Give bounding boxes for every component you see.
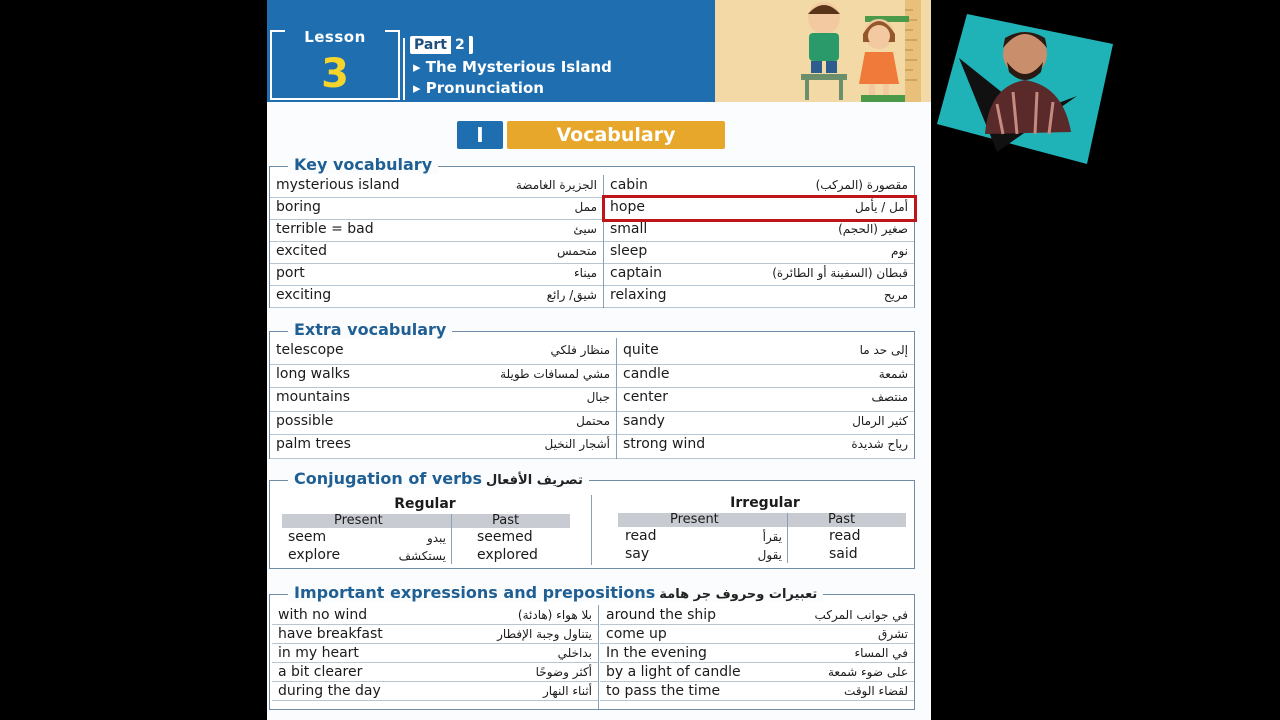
vocab-english: around the ship [606, 607, 717, 623]
vocab-row [270, 365, 616, 389]
vocab-arabic: لقضاء الوقت [844, 684, 908, 698]
header-item-pronunciation: ▸ Pronunciation [413, 79, 544, 97]
section-number: I [457, 121, 503, 149]
vocab-row [604, 220, 914, 242]
vocab-row [272, 625, 598, 644]
section-label: Vocabulary [507, 121, 725, 149]
vocab-arabic: بلا هواء (هادئة) [517, 608, 592, 622]
irregular-present-0: read [625, 528, 657, 544]
vocab-row [272, 682, 598, 701]
conjugation-box [269, 469, 915, 569]
expressions-title-en: Important expressions and prepositions [294, 583, 656, 602]
irregular-past-0: read [829, 528, 861, 544]
vocab-arabic: أثناء النهار [542, 684, 592, 698]
vocab-english: come up [606, 626, 667, 642]
vocab-row [270, 242, 603, 264]
irregular-present-label: Present [670, 512, 719, 527]
vocab-english: relaxing [610, 287, 667, 303]
vocab-english: cabin [610, 177, 648, 193]
vocab-arabic: مقصورة (المركب) [815, 178, 908, 192]
vocab-english: candle [623, 365, 670, 382]
presenter-avatar-svg [937, 14, 1113, 164]
vocab-arabic: بداخلي [557, 646, 592, 660]
lesson-label: Lesson [285, 28, 385, 46]
vocab-english: sleep [610, 243, 648, 259]
vocab-row [270, 198, 603, 220]
vocab-arabic: شيق/ رائع [546, 288, 597, 302]
vocab-row [617, 341, 914, 365]
vocab-arabic: رياح شديدة [851, 437, 908, 451]
vocab-arabic: صغير (الحجم) [838, 222, 908, 236]
irregular-past-1: said [829, 546, 858, 562]
vocab-arabic: الجزيرة الغامضة [515, 178, 597, 192]
vocab-arabic: مريح [883, 288, 908, 302]
vocab-english: terrible = bad [276, 221, 374, 237]
vocab-row [604, 242, 914, 264]
vocab-arabic: أشجار النخيل [544, 437, 610, 451]
vocab-english: strong wind [623, 436, 706, 452]
vocab-arabic: جبال [586, 390, 610, 404]
vocab-arabic: مشي لمسافات طويلة [500, 366, 610, 381]
part-tag [410, 36, 473, 54]
vocab-arabic: في جوانب المركب [814, 608, 908, 622]
regular-ar-1: يستكشف [398, 549, 446, 563]
vocab-arabic: محتمل [576, 413, 610, 428]
regular-past-1: explored [477, 547, 538, 563]
vocab-arabic: أكثر وضوحًا [535, 665, 592, 679]
regular-present-label: Present [334, 513, 383, 528]
vocab-english: long walks [276, 365, 350, 382]
vocab-english: palm trees [276, 436, 351, 452]
vocab-row [270, 388, 616, 412]
expressions-box [269, 583, 915, 710]
part-number: 2 [451, 36, 469, 54]
column-divider [598, 605, 599, 709]
vocab-english: during the day [278, 683, 381, 699]
extra-vocabulary-title: Extra vocabulary [288, 320, 452, 339]
vocab-english: a bit clearer [278, 664, 363, 680]
irregular-divider [787, 513, 788, 563]
vocab-english: exciting [276, 287, 332, 303]
vocab-row [617, 388, 914, 412]
expressions-title-ar: تعبيرات وحروف جر هامة [659, 587, 818, 602]
vocab-row [270, 220, 603, 242]
vocab-row [604, 286, 914, 308]
vocab-english: mountains [276, 389, 351, 405]
vocab-english: small [610, 221, 648, 237]
vocab-row [600, 606, 914, 625]
header-divider [403, 38, 405, 100]
conjugation-title-ar: تصريف الأفعال [486, 473, 583, 488]
header-item-topic: ▸ The Mysterious Island [413, 58, 612, 76]
vocab-english: mysterious island [276, 177, 400, 193]
children-illustration-svg [715, 0, 931, 102]
irregular-past-label: Past [828, 512, 856, 527]
irregular-ar-1: يقول [757, 548, 782, 562]
vocab-arabic: منتصف [871, 390, 908, 404]
irregular-ar-0: يقرأ [762, 530, 782, 544]
extra-vocabulary-box [269, 320, 915, 459]
vocab-row [270, 412, 616, 436]
vocab-english: sandy [623, 412, 665, 429]
vocab-english: quite [623, 342, 659, 358]
conjugation-title [288, 469, 589, 488]
vocab-arabic: في المساء [854, 646, 908, 660]
key-vocabulary-title: Key vocabulary [288, 155, 438, 174]
vocab-english: boring [276, 199, 321, 215]
vocab-row [600, 644, 914, 663]
vocab-arabic: إلى حد ما [859, 343, 908, 357]
vocab-arabic: أمل / يأمل [854, 200, 908, 214]
vocab-english: possible [276, 412, 334, 429]
vocab-english: by a light of candle [606, 664, 741, 680]
vocab-arabic: منظار فلكي [550, 343, 610, 357]
vocab-row [600, 625, 914, 644]
vocab-arabic: قبطان (السفينة أو الطائرة) [772, 266, 908, 280]
vocab-english: to pass the time [606, 683, 721, 699]
children-illustration [715, 0, 931, 102]
regular-present-0: seem [288, 529, 327, 545]
vocab-english: captain [610, 265, 662, 281]
lesson-number: 3 [321, 51, 349, 97]
regular-past-0: seemed [477, 529, 533, 545]
irregular-present-1: say [625, 546, 650, 562]
regular-divider [451, 514, 452, 564]
irregular-heading: Irregular [730, 495, 800, 511]
regular-ar-0: يبدو [426, 531, 446, 545]
regular-header-bar [282, 514, 570, 528]
vocab-english: with no wind [278, 607, 368, 623]
vocab-row [617, 412, 914, 436]
irregular-header-bar [618, 513, 906, 527]
vocab-row [600, 663, 914, 682]
key-vocabulary-box [269, 155, 915, 308]
vocab-row [617, 435, 914, 459]
regular-past-label: Past [492, 513, 520, 528]
regular-heading: Regular [394, 496, 456, 512]
vocab-arabic: سيئ [573, 222, 597, 236]
vocab-english: port [276, 265, 305, 281]
vocab-row [604, 264, 914, 286]
vocab-row [270, 264, 603, 286]
vocab-row [600, 682, 914, 701]
lesson-header [267, 0, 931, 102]
regular-present-1: explore [288, 547, 341, 563]
vocab-english: in my heart [278, 645, 359, 661]
conjugation-title-en: Conjugation of verbs [294, 469, 483, 488]
vocab-english: In the evening [606, 645, 707, 661]
vocab-row [617, 365, 914, 389]
vocab-row [272, 606, 598, 625]
column-divider [591, 495, 592, 565]
vocab-arabic: ميناء [574, 266, 597, 280]
vocab-row [270, 176, 603, 198]
vocab-english: telescope [276, 342, 344, 358]
vocab-arabic: كثير الرمال [852, 413, 908, 428]
vocab-arabic: شمعة [878, 366, 908, 381]
expressions-title [288, 583, 823, 602]
vocab-english: hope [610, 199, 645, 215]
vocab-row [270, 435, 616, 459]
vocab-english: center [623, 389, 669, 405]
highlight-box [602, 195, 917, 222]
presenter-avatar [937, 14, 1113, 164]
vocab-row [270, 286, 603, 308]
vocab-row [272, 644, 598, 663]
vocab-arabic: متحمس [556, 244, 597, 258]
vocab-english: excited [276, 243, 327, 259]
header-banner [267, 0, 715, 102]
vocab-arabic: على ضوء شمعة [827, 665, 908, 679]
vocab-row [272, 663, 598, 682]
textbook-page [267, 0, 931, 720]
vocab-english: have breakfast [278, 626, 383, 642]
vocab-arabic: يتناول وجبة الإفطار [497, 627, 592, 641]
vocab-row [270, 341, 616, 365]
vocab-arabic: نوم [891, 244, 908, 258]
part-label: Part [414, 37, 447, 53]
vocab-arabic: ممل [574, 200, 597, 214]
vocab-arabic: تشرق [878, 627, 908, 641]
